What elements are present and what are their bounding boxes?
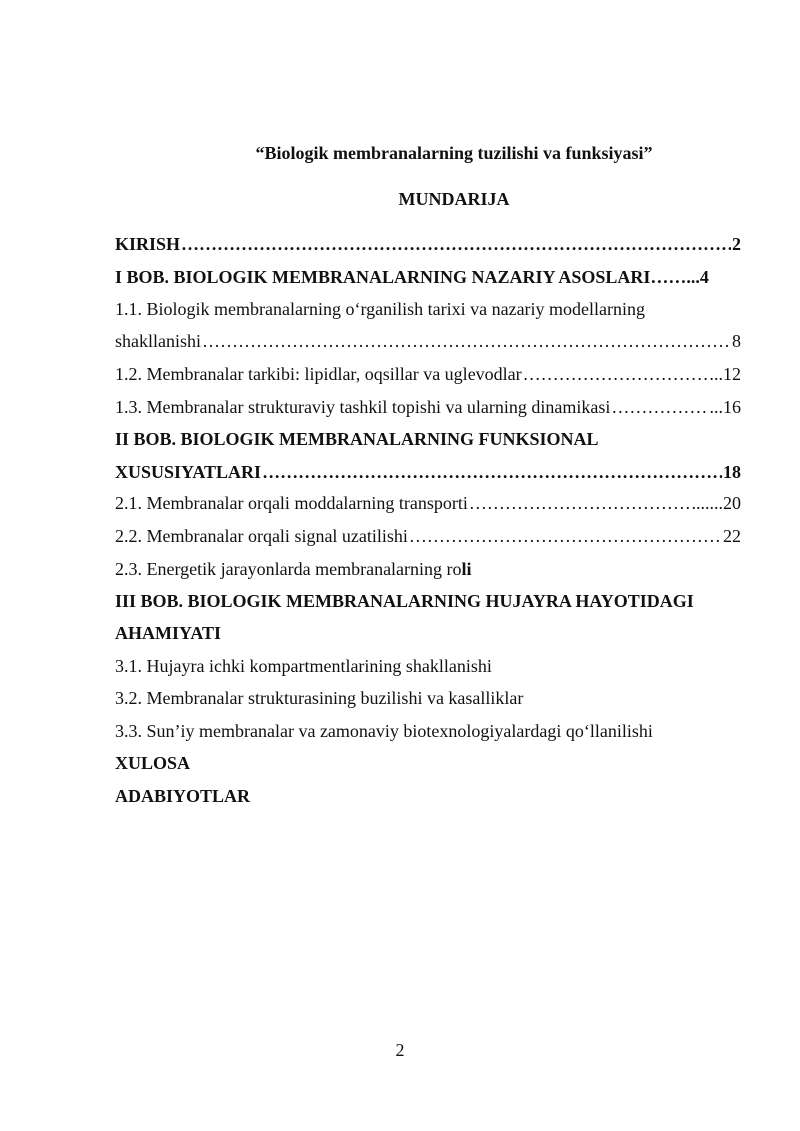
toc-entry-label: I BOB. BIOLOGIK MEMBRANALARNING NAZARIY ASOSLARI [115,267,651,287]
dot-leader [181,233,731,255]
toc-heading: MUNDARIJA [398,189,510,209]
dot-leader [409,525,722,547]
toc-entry-page: ...16 [709,397,741,417]
toc-entry-page: 8 [732,331,741,351]
toc-entry-2-3 [115,558,741,580]
toc-entry-page: ......20 [696,493,741,513]
toc-entry-label: 1.3. Membranalar strukturaviy tashkil topishi va ularning dinamikasi [115,397,611,417]
toc-entry-1-1 [115,330,741,352]
dot-leader [202,330,731,352]
toc-entry-page: 18 [723,462,741,482]
toc-entry-label: 1.2. Membranalar tarkibi: lipidlar, oqsillar va uglevodlar [115,364,522,384]
toc-entry-1-2 [115,363,741,385]
toc-entry-label: shakllanishi [115,331,201,351]
toc-entry-bob3-line1: III BOB. BIOLOGIK MEMBRANALARNING HUJAYRA HAYOTIDAGI [115,591,694,611]
toc-entry-label: KIRISH [115,234,181,254]
toc-entry-3-2: 3.2. Membranalar strukturasining buzilishi va kasalliklar [115,688,524,708]
toc-entry-bob2 [115,461,741,483]
toc-entry-1-3 [115,396,741,418]
toc-entry-xulosa: XULOSA [115,753,191,773]
toc-entry-label: 2.3. Energetik jarayonlarda membranalarning ro [115,559,462,579]
toc-entry-bob3-line2: AHAMIYATI [115,623,222,643]
toc-entry-label: 2.1. Membranalar orqali moddalarning transporti [115,493,468,513]
dot-leader [611,396,708,418]
toc-entry-kirish [115,233,741,255]
toc-entry-label: XUSUSIYATLARI [115,462,262,482]
toc-entry-3-3: 3.3. Sun’iy membranalar va zamonaviy biotexnologiyalardagi qo‘llanilishi [115,721,653,741]
document-title: “Biologik membranalarning tuzilishi va funksiyasi” [255,143,653,163]
dot-leader [262,461,722,483]
toc-entry-2-2 [115,525,741,547]
toc-entry-1-1-line1: 1.1. Biologik membranalarning o‘rganilish tarixi va nazariy modellarning [115,299,646,319]
toc-entry-bob1 [115,266,741,288]
toc-entry-2-1 [115,492,741,514]
toc-entry-page: 22 [723,526,741,546]
page-number: 2 [395,1040,405,1060]
dot-leader [469,492,695,514]
toc-entry-label-tail: li [461,559,472,579]
dot-leader [523,363,713,385]
toc-entry-page: ……...4 [650,267,709,287]
toc-entry-page: ..12 [714,364,741,384]
toc-entry-adabiyotlar: ADABIYOTLAR [115,786,251,806]
toc-entry-label: 2.2. Membranalar orqali signal uzatilishi [115,526,408,546]
toc-entry-bob2-line1: II BOB. BIOLOGIK MEMBRANALARNING FUNKSIONAL [115,429,599,449]
toc-entry-3-1: 3.1. Hujayra ichki kompartmentlarining shakllanishi [115,656,492,676]
toc-entry-page: 2 [732,234,741,254]
